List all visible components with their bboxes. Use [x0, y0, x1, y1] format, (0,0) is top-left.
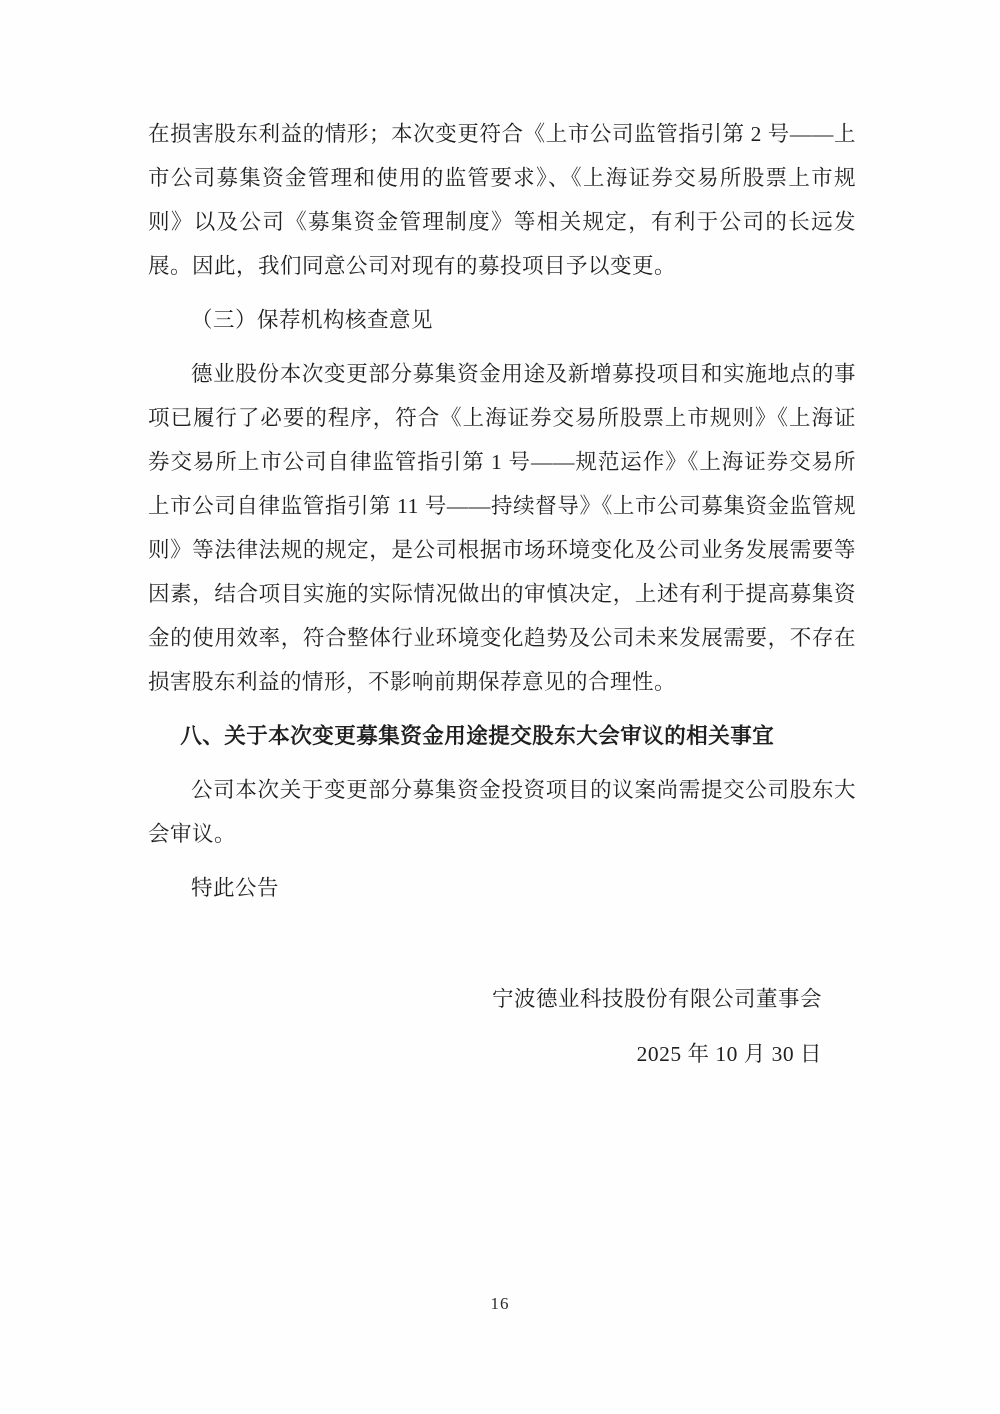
paragraph-sponsor-verification: 德业股份本次变更部分募集资金用途及新增募投项目和实施地点的事项已履行了必要的程序，符合《上海证券交易所股票上市规则》《上海证券交易所上市公司自律监管指引第 1 号——规范运作》《上海证券交易所上市公司自律监管指引第 11 号——持续督导》《上市公司募集资金监管规则》等法律法规的规定，是公司根据市场环境变化及公司业务发展需要等因素，结合项目实施的实际情况做出的审慎决定，上述有利于提高募集资金的使用效率，符合整体行业环境变化趋势及公司未来发展需要，不存在损害股东利益的情形，不影响前期保荐意见的合理性。: [148, 362, 856, 694]
document-body: [148, 112, 856, 1082]
section-heading-shareholder-meeting: 八、关于本次变更募集资金用途提交股东大会审议的相关事宜: [180, 724, 775, 748]
paragraph-shareholder-meeting: 公司本次关于变更部分募集资金投资项目的议案尚需提交公司股东大会审议。: [148, 778, 856, 846]
page-footer: [0, 1294, 1000, 1314]
section-heading-sponsor-opinion: （三）保荐机构核查意见: [191, 308, 434, 332]
page-number: 16: [490, 1294, 510, 1313]
signature-block: [148, 972, 856, 1082]
signature-company: 宁波德业科技股份有限公司董事会: [491, 987, 822, 1011]
paragraph-continuation: 在损害股东利益的情形；本次变更符合《上市公司监管指引第 2 号——上市公司募集资金管理和使用的监管要求》、《上海证券交易所股票上市规则》以及公司《募集资金管理制度》等相关规定，有利于公司的长远发展。因此，我们同意公司对现有的募投项目予以变更。: [148, 122, 856, 278]
signature-date: 2025 年 10 月 30 日: [636, 1042, 822, 1066]
closing-statement: 特此公告: [191, 876, 280, 900]
